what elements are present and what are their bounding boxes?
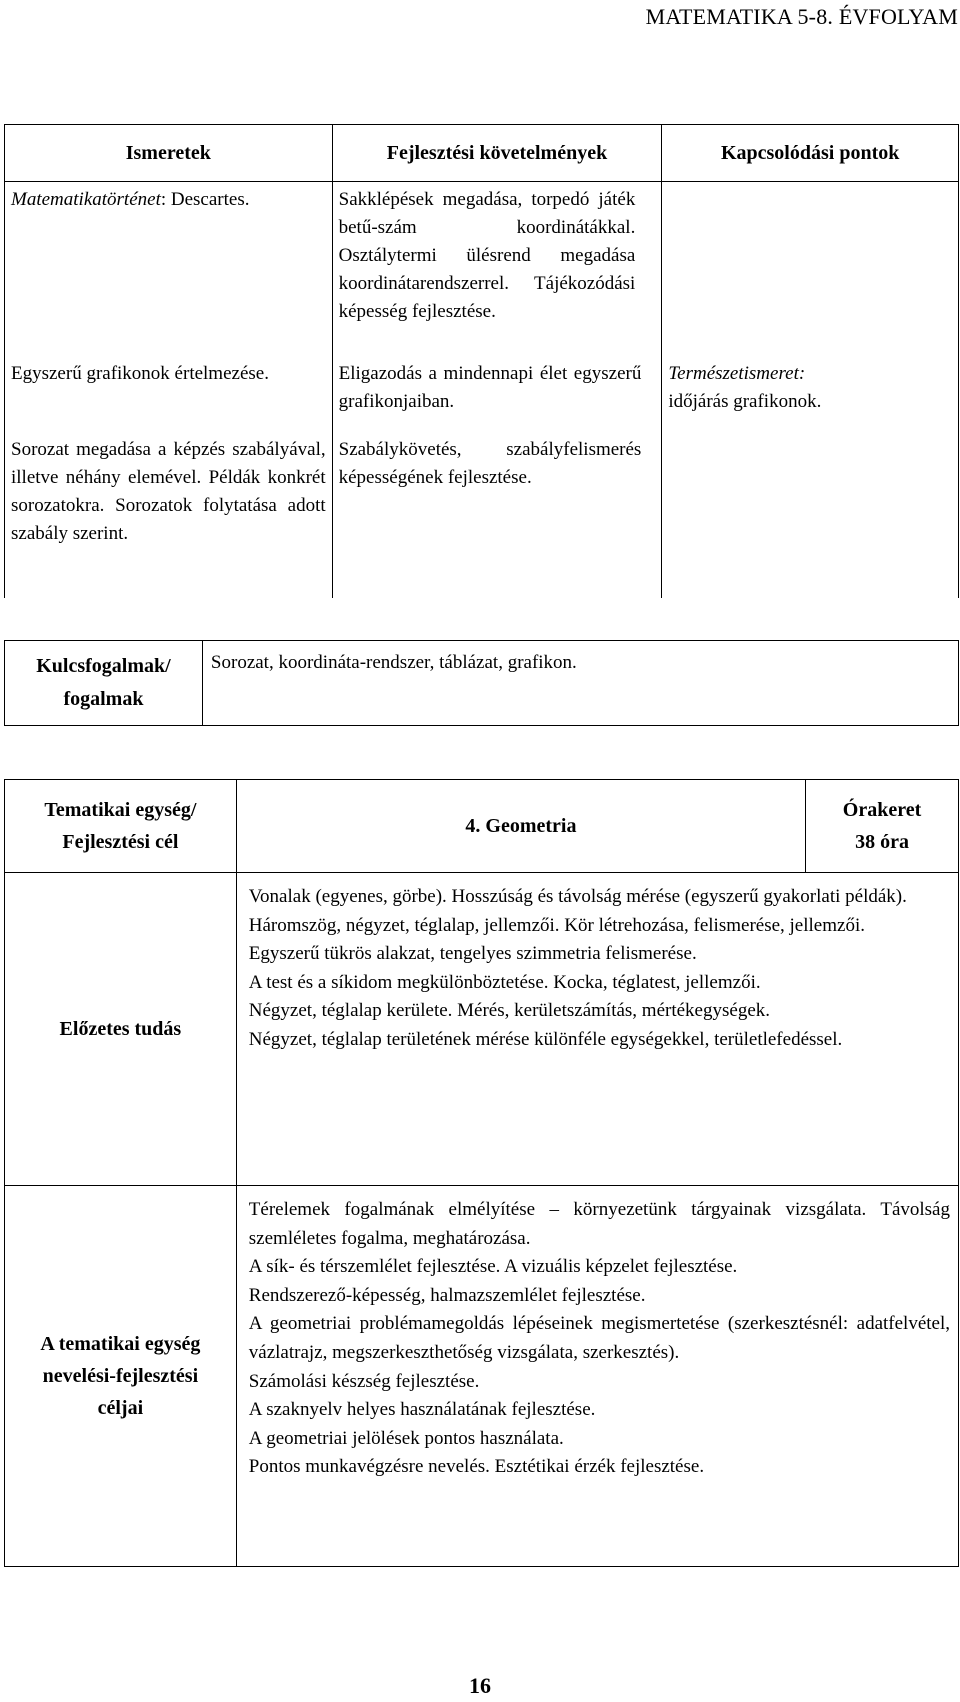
celok-content [236, 1186, 958, 1567]
header-tematikai-egyseg: Tematikai egység/ Fejlesztési cél [5, 780, 237, 873]
table1-row [5, 182, 959, 357]
content-line: Négyzet, téglalap kerülete. Mérés, kerületszámítás, mértékegységek. [248, 1000, 771, 1022]
kapcsolodas-cell [662, 426, 959, 598]
content-line: Négyzet, téglalap területének mérése különféle egységekkel, területlefedéssel. [248, 1028, 843, 1050]
ismeretek-cell [5, 356, 333, 426]
content-line: Pontos munkavégzésre nevelés. Esztétikai érzék fejlesztése. [248, 1456, 705, 1478]
running-head: MATEMATIKA 5-8. ÉVFOLYAM [645, 4, 958, 29]
ismeretek-text: : Descartes. [160, 189, 250, 210]
table2-header-row [5, 780, 959, 873]
curriculum-table-1 [4, 124, 959, 598]
table1-row [5, 426, 959, 598]
header-kapcsolodasi-pontok: Kapcsolódási pontok [662, 125, 959, 182]
kapcsolodas-cell [662, 182, 959, 357]
content-line: Számolási készség fejlesztése. [248, 1370, 480, 1392]
kulcsfogalmak-text: Sorozat, koordináta-rendszer, táblázat, grafikon. [202, 641, 958, 726]
fejlesztes-cell [332, 182, 662, 357]
fejlesztes-text: Sakklépések megadása, torpedó játék betű-szám koordinátákkal. Osztálytermi ülésrend megadása koordinátarendszerrel. Tájékozódási képesség fejlesztése. [338, 189, 636, 322]
table1-row [5, 356, 959, 426]
header-fejlesztesi-kovetelmenyek: Fejlesztési követelmények [332, 125, 662, 182]
content-line: Háromszög, négyzet, téglalap, jellemzői. Kör létrehozása, felismerése, jellemzői. [248, 914, 865, 936]
content-line: Egyszerű tükrös alakzat, tengelyes szimmetria felismerése. [248, 943, 697, 965]
fejlesztes-cell [332, 356, 662, 426]
kapcsolodas-text: időjárás grafikonok. [668, 391, 822, 412]
content-line: A test és a síkidom megkülönböztetése. Kocka, téglatest, jellemzői. [248, 971, 761, 993]
elozetes-tudas-row [5, 873, 959, 1186]
content-line: Vonalak (egyenes, görbe). Hosszúság és távolság mérése (egyszerű gyakorlati példák). [248, 886, 907, 907]
fejlesztes-text: Eligazodás a mindennapi élet egyszerű grafikonjaiban. [338, 363, 642, 412]
header-orakeret: Órakeret 38 óra [806, 780, 959, 873]
content-line: A szaknyelv helyes használatának fejlesztése. [248, 1399, 596, 1421]
table1-header-row [5, 125, 959, 182]
celok-label: A tematikai egység nevelési-fejlesztési céljai [5, 1186, 237, 1567]
ismeretek-italic: Matematikatörténet [11, 189, 161, 210]
header-unit-title: 4. Geometria [236, 780, 805, 873]
content-line: Rendszerező-képesség, halmazszemlélet fejlesztése. [248, 1284, 646, 1306]
header-ismeretek: Ismeretek [5, 125, 333, 182]
kulcsfogalmak-row [5, 641, 959, 726]
content-line: A sík- és térszemlélet fejlesztése. A vizuális képzelet fejlesztése. [248, 1256, 738, 1278]
kulcsfogalmak-label: Kulcsfogalmak/ fogalmak [5, 641, 203, 726]
content-line: A geometriai problémamegoldás lépéseinek megismertetése (szerkesztésnél: adatfelvétel, vázlatrajz, megszerkeszthetőség vizsgálata, szerkesztés). [248, 1313, 950, 1363]
celok-row [5, 1186, 959, 1567]
page-number: 16 [469, 1673, 491, 1698]
fejlesztes-cell [332, 426, 662, 598]
curriculum-table-2 [4, 779, 959, 1567]
elozetes-tudas-content [236, 873, 958, 1186]
ismeretek-text: Egyszerű grafikonok értelmezése. [11, 363, 269, 384]
content-line: Térelemek fogalmának elmélyítése – környezetünk tárgyainak vizsgálata. Távolság szemléletes fogalma, meghatározása. [248, 1199, 950, 1249]
elozetes-tudas-label: Előzetes tudás [5, 873, 237, 1186]
kapcsolodas-cell [662, 356, 959, 426]
kulcsfogalmak-table [4, 640, 959, 726]
ismeretek-text: Sorozat megadása a képzés szabályával, illetve néhány elemével. Példák konkrét sorozatokra. Sorozatok folytatása adott szabály szerint. [11, 439, 326, 544]
ismeretek-cell [5, 426, 333, 598]
content-line: A geometriai jelölések pontos használata. [248, 1427, 564, 1449]
fejlesztes-text: Szabálykövetés, szabályfelismerés képességének fejlesztése. [338, 439, 642, 488]
kapcsolodas-italic: Természetismeret: [668, 363, 806, 384]
ismeretek-cell [5, 182, 333, 357]
